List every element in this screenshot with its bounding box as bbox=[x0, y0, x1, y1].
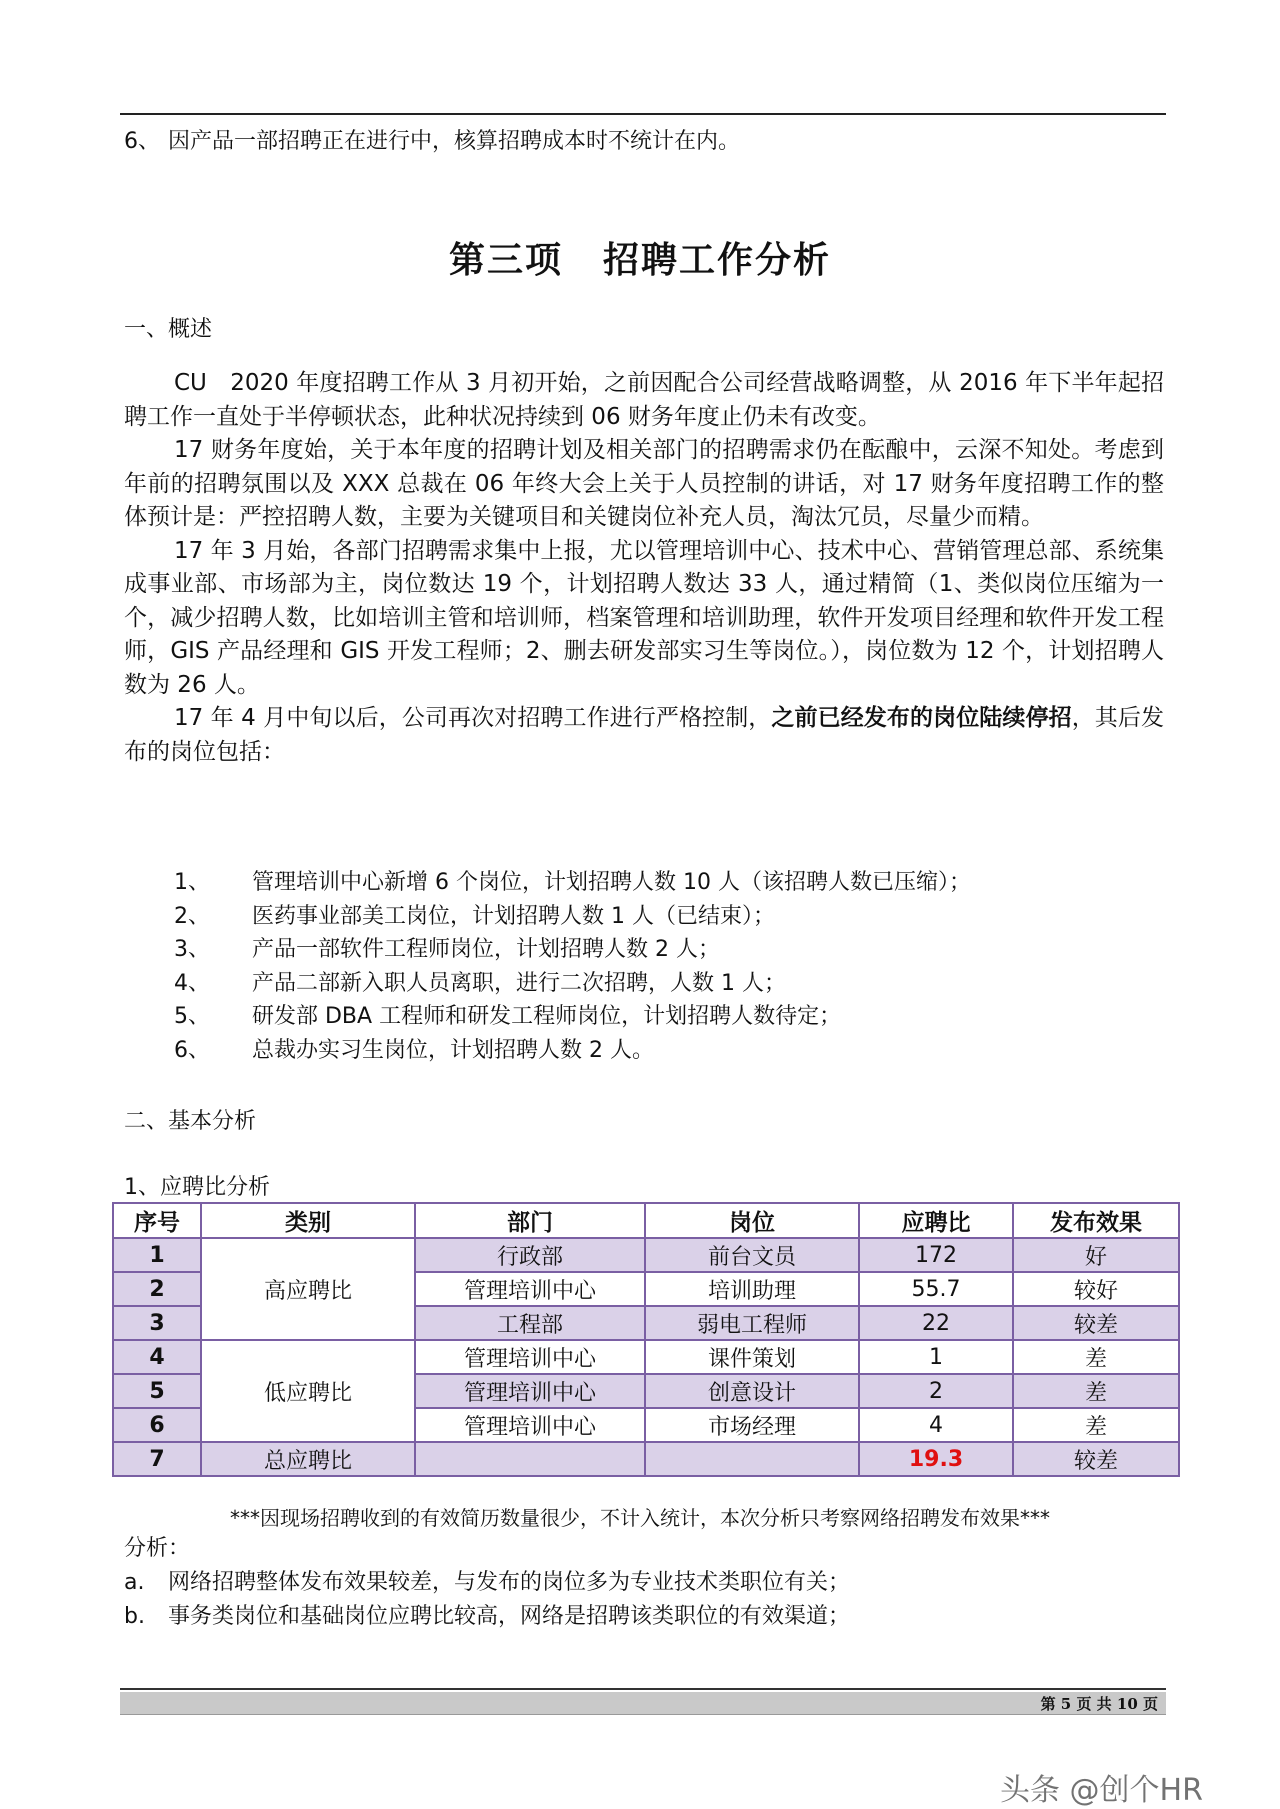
list-item-text: 医药事业部美工岗位，计划招聘人数 1 人（已结束）； bbox=[252, 903, 775, 929]
cell-position: 弱电工程师 bbox=[645, 1306, 859, 1340]
previous-note bbox=[124, 124, 740, 155]
list-item bbox=[174, 866, 971, 900]
cell-position: 创意设计 bbox=[645, 1374, 859, 1408]
cell-no: 6 bbox=[113, 1408, 201, 1442]
list-item bbox=[174, 1034, 971, 1068]
header-effect: 发布效果 bbox=[1013, 1203, 1179, 1238]
analysis-item-text: 网络招聘整体发布效果较差，与发布的岗位多为专业技术类职位有关； bbox=[168, 1570, 851, 1595]
analysis-item bbox=[124, 1600, 850, 1634]
list-item-number: 2、 bbox=[174, 903, 210, 929]
footer-rule bbox=[120, 1688, 1166, 1690]
analysis-label: 分析： bbox=[124, 1536, 191, 1561]
cell-effect: 好 bbox=[1013, 1238, 1179, 1272]
posted-positions-list bbox=[174, 866, 971, 1067]
paragraph-3: 17 年 3 月始，各部门招聘需求集中上报，尤以管理培训中心、技术中心、营销管理总部、系统集成事业部、市场部为主，岗位数达 19 个，计划招聘人数达 33 人，通过精简（1、类似岗位压缩为一个，减少招聘人数，比如培训主管和培训师，档案管理和培训助理，软件开发项目经理和软件开发工程师，GIS 产品经理和 GIS 开发工程师；2、删去研发部实习生等岗位。），岗位数为 12 个，计划招聘人数为 26 人。 bbox=[124, 537, 1164, 698]
cell-total-ratio: 19.3 bbox=[859, 1442, 1013, 1476]
cell-empty bbox=[415, 1442, 645, 1476]
paragraph-2: 17 财务年度始，关于本年度的招聘计划及相关部门的招聘需求仍在酝酿中，云深不知处。考虑到年前的招聘氛围以及 XXX 总裁在 06 年终大会上关于人员控制的讲话，对 17 财务年度招聘工作的整体预计是：严控招聘人数，主要为关键项目和关键岗位补充人员，淘汰冗员，尽量少而精。 bbox=[124, 437, 1164, 530]
cell-no: 1 bbox=[113, 1238, 201, 1272]
section2-heading: 二、基本分析 bbox=[124, 1109, 257, 1134]
table-row bbox=[113, 1238, 1179, 1272]
list-item-number: 3、 bbox=[174, 937, 210, 962]
cell-ratio: 22 bbox=[859, 1306, 1013, 1340]
list-item-text: 管理培训中心新增 6 个岗位，计划招聘人数 10 人（该招聘人数已压缩）； bbox=[252, 870, 971, 895]
cell-position: 培训助理 bbox=[645, 1272, 859, 1306]
list-item-text: 总裁办实习生岗位，计划招聘人数 2 人。 bbox=[252, 1037, 654, 1063]
list-item bbox=[174, 900, 971, 934]
cell-no: 3 bbox=[113, 1306, 201, 1340]
cell-effect: 差 bbox=[1013, 1408, 1179, 1442]
header-ratio: 应聘比 bbox=[859, 1203, 1013, 1238]
table-note: ***因现场招聘收到的有效简历数量很少，不计入统计，本次分析只考察网络招聘发布效果*** bbox=[230, 1506, 1050, 1530]
table-header-row bbox=[113, 1203, 1179, 1238]
cell-no: 4 bbox=[113, 1340, 201, 1374]
list-item-number: 6、 bbox=[174, 1037, 210, 1063]
cell-department: 管理培训中心 bbox=[415, 1408, 645, 1442]
list-item-number: 4、 bbox=[174, 970, 210, 996]
cell-position: 课件策划 bbox=[645, 1340, 859, 1374]
cell-department: 管理培训中心 bbox=[415, 1340, 645, 1374]
analysis-item-marker: a. bbox=[124, 1570, 145, 1595]
table-total-row bbox=[113, 1442, 1179, 1476]
previous-note-number: 6、 bbox=[124, 129, 160, 154]
list-item bbox=[174, 933, 971, 967]
watermark: 头条 @创个HR bbox=[1000, 1773, 1203, 1808]
list-item-text: 产品二部新入职人员离职，进行二次招聘，人数 1 人； bbox=[252, 970, 786, 996]
cell-ratio: 1 bbox=[859, 1340, 1013, 1374]
list-item bbox=[174, 1000, 971, 1034]
cell-ratio: 172 bbox=[859, 1238, 1013, 1272]
title-part-2: 招聘工作分析 bbox=[603, 240, 832, 281]
cell-no: 5 bbox=[113, 1374, 201, 1408]
cell-position: 市场经理 bbox=[645, 1408, 859, 1442]
ratio-analysis-heading: 1、应聘比分析 bbox=[124, 1175, 270, 1200]
title-part-1: 第三项 bbox=[448, 240, 563, 281]
cell-department: 管理培训中心 bbox=[415, 1272, 645, 1306]
analysis-item-text: 事务类岗位和基础岗位应聘比较高，网络是招聘该类职位的有效渠道； bbox=[168, 1604, 851, 1629]
cell-department: 行政部 bbox=[415, 1238, 645, 1272]
analysis-item bbox=[124, 1566, 850, 1600]
paragraph-4-tail: ，其后发布的岗位包括： bbox=[124, 705, 1165, 765]
list-item bbox=[174, 967, 971, 1001]
cell-total-effect: 较差 bbox=[1013, 1442, 1179, 1476]
overview-paragraphs bbox=[124, 367, 1164, 769]
cell-effect: 差 bbox=[1013, 1374, 1179, 1408]
paragraph-4 bbox=[124, 702, 1164, 769]
cell-ratio: 2 bbox=[859, 1374, 1013, 1408]
cell-ratio: 4 bbox=[859, 1408, 1013, 1442]
page-number: 第 5 页 共 10 页 bbox=[1040, 1695, 1158, 1713]
cell-no: 7 bbox=[113, 1442, 201, 1476]
cell-total-label: 总应聘比 bbox=[201, 1442, 415, 1476]
header-no: 序号 bbox=[113, 1203, 201, 1238]
paragraph-4-bold: 之前已经发布的岗位陆续停招 bbox=[771, 705, 1072, 731]
list-item-text: 研发部 DBA 工程师和研发工程师岗位，计划招聘人数待定； bbox=[252, 1004, 842, 1029]
application-ratio-table bbox=[112, 1202, 1180, 1477]
previous-note-text: 因产品一部招聘正在进行中，核算招聘成本时不统计在内。 bbox=[168, 129, 741, 154]
cell-no: 2 bbox=[113, 1272, 201, 1306]
page-title bbox=[0, 232, 1280, 283]
cell-ratio: 55.7 bbox=[859, 1272, 1013, 1306]
paragraph-4-normal: 17 年 4 月中旬以后，公司再次对招聘工作进行严格控制， bbox=[174, 705, 772, 731]
cell-position: 前台文员 bbox=[645, 1238, 859, 1272]
cell-effect: 差 bbox=[1013, 1340, 1179, 1374]
cell-category-low: 低应聘比 bbox=[201, 1340, 415, 1442]
section1-heading: 一、概述 bbox=[124, 317, 213, 342]
analysis-block bbox=[124, 1532, 850, 1634]
table-row bbox=[113, 1340, 1179, 1374]
cell-category-high: 高应聘比 bbox=[201, 1238, 415, 1340]
list-item-number: 5、 bbox=[174, 1004, 210, 1029]
list-item-text: 产品一部软件工程师岗位，计划招聘人数 2 人； bbox=[252, 937, 720, 962]
paragraph-1: CU 2020 年度招聘工作从 3 月初开始，之前因配合公司经营战略调整，从 2016 年下半年起招聘工作一直处于半停顿状态，此种状况持续到 06 财务年度止仍未有改变。 bbox=[124, 370, 1164, 430]
header-category: 类别 bbox=[201, 1203, 415, 1238]
top-rule bbox=[120, 113, 1166, 115]
cell-effect: 较好 bbox=[1013, 1272, 1179, 1306]
cell-department: 管理培训中心 bbox=[415, 1374, 645, 1408]
cell-effect: 较差 bbox=[1013, 1306, 1179, 1340]
cell-empty bbox=[645, 1442, 859, 1476]
cell-department: 工程部 bbox=[415, 1306, 645, 1340]
header-department: 部门 bbox=[415, 1203, 645, 1238]
list-item-number: 1、 bbox=[174, 870, 210, 895]
header-position: 岗位 bbox=[645, 1203, 859, 1238]
footer-bar bbox=[120, 1692, 1166, 1715]
analysis-item-marker: b. bbox=[124, 1604, 145, 1629]
